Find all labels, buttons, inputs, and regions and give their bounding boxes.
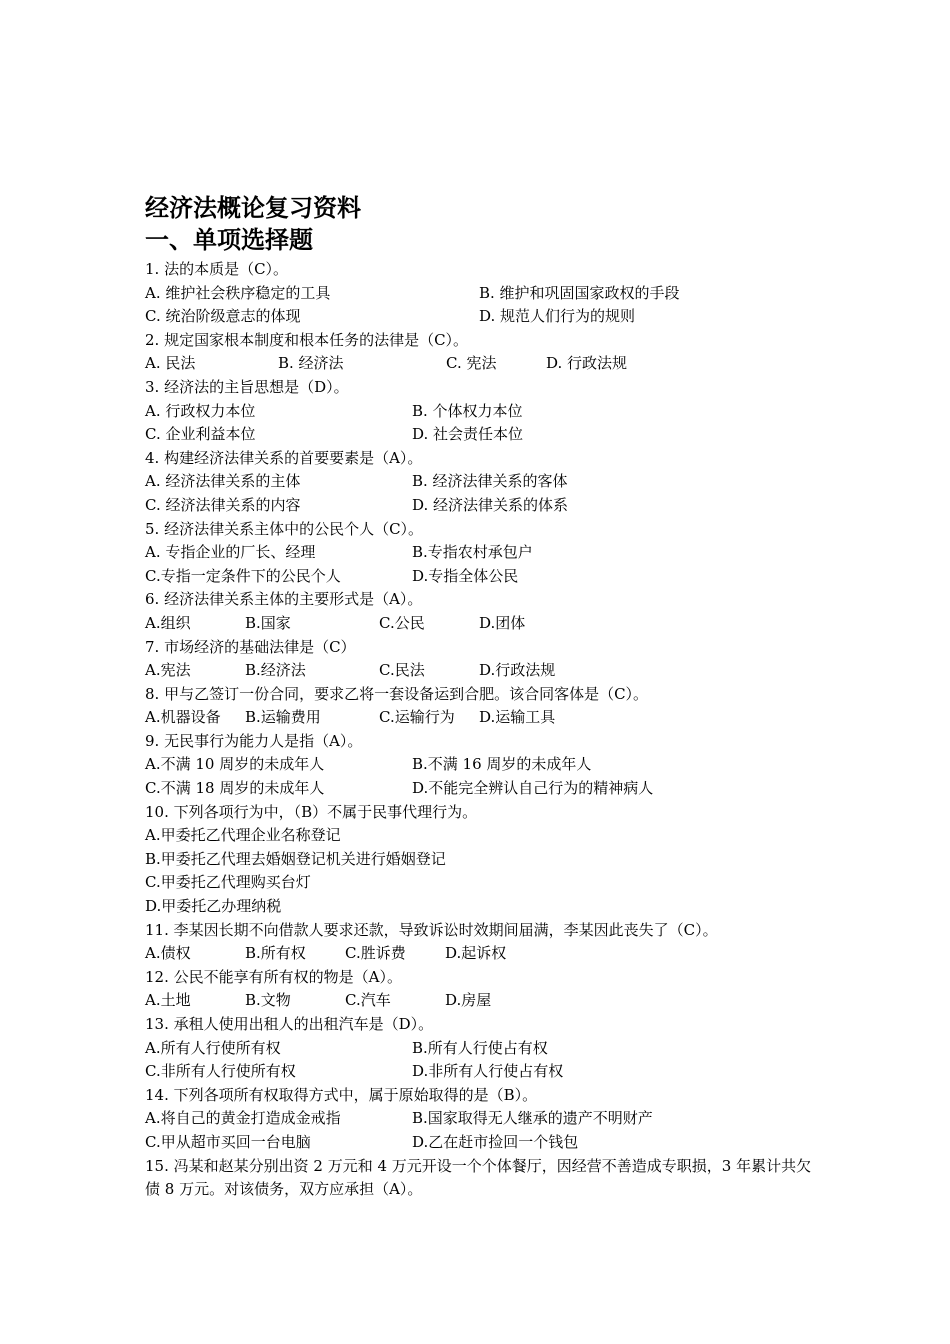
option-a: A. 维护社会秩序稳定的工具 — [145, 283, 331, 302]
option-d: D.专指全体公民 — [412, 566, 519, 585]
option-b: B.所有人行使占有权 — [412, 1038, 548, 1057]
question-8: 8. 甲与乙签订一份合同，要求乙将一套设备运到合肥。该合同客体是（C）。 — [145, 684, 649, 703]
option-b: B. 个体权力本位 — [412, 401, 523, 420]
option-d: D.团体 — [479, 613, 526, 632]
option-c: C.民法 — [379, 661, 425, 680]
option-b: B. 经济法 — [278, 354, 344, 373]
option-d: D.不能完全辨认自己行为的精神病人 — [412, 779, 654, 798]
option-a: A. 民法 — [145, 354, 196, 373]
option-d: D. 规范人们行为的规则 — [479, 307, 636, 326]
options-row — [145, 989, 825, 1013]
question-3: 3. 经济法的主旨思想是（D）。 — [145, 377, 349, 396]
options-row — [145, 942, 825, 966]
option-d: D.甲委托乙办理纳税 — [145, 897, 282, 916]
options-row — [145, 1060, 825, 1084]
question-15: 15. 冯某和赵某分别出资 2 万元和 4 万元开设一个个体餐厅，因经营不善造成专职损，3 年累计共欠债 8 万元。对该债务，双方应承担（A）。 — [145, 1156, 812, 1199]
question-2: 2. 规定国家根本制度和根本任务的法律是（C）。 — [145, 330, 469, 349]
option-a: A. 行政权力本位 — [145, 401, 256, 420]
document-title: 经济法概论复习资料 — [145, 194, 361, 222]
question-4: 4. 构建经济法律关系的首要要素是（A）。 — [145, 448, 423, 467]
option-a: A.甲委托乙代理企业名称登记 — [145, 826, 341, 845]
options-row — [145, 777, 825, 801]
option-c: C. 企业利益本位 — [145, 425, 256, 444]
options-row — [145, 659, 825, 683]
option-b: B.国家取得无人继承的遗产不明财产 — [412, 1109, 653, 1128]
option-b: B.运输费用 — [245, 708, 321, 727]
option-c: C.非所有人行使所有权 — [145, 1062, 296, 1081]
option-b: B.不满 16 周岁的未成年人 — [412, 755, 592, 774]
option-c: C. 统治阶级意志的体现 — [145, 307, 301, 326]
options-row — [145, 541, 825, 565]
option-c: C.甲从超市买回一台电脑 — [145, 1132, 311, 1151]
option-c: C. 经济法律关系的内容 — [145, 495, 301, 514]
option-a: A.组织 — [145, 613, 191, 632]
options-row — [145, 305, 825, 329]
option-b: B. 经济法律关系的客体 — [412, 472, 568, 491]
option-a: A.宪法 — [145, 661, 191, 680]
options-row — [145, 565, 825, 589]
option-c: C.不满 18 周岁的未成年人 — [145, 779, 325, 798]
options-row — [145, 494, 825, 518]
options-row — [145, 1037, 825, 1061]
question-7: 7. 市场经济的基础法律是（C） — [145, 637, 356, 656]
section-heading: 一、单项选择题 — [145, 226, 313, 254]
option-c: C.胜诉费 — [345, 944, 406, 963]
options-row — [145, 612, 825, 636]
question-11: 11. 李某因长期不向借款人要求还款，导致诉讼时效期间届满，李某因此丧失了（C）。 — [145, 920, 718, 939]
option-a: A.不满 10 周岁的未成年人 — [145, 755, 325, 774]
option-c: C.专指一定条件下的公民个人 — [145, 566, 341, 585]
document-page — [145, 192, 825, 1202]
option-d: D.非所有人行使占有权 — [412, 1062, 564, 1081]
option-c: C.汽车 — [345, 991, 391, 1010]
option-b: B. 维护和巩固国家政权的手段 — [479, 283, 680, 302]
question-1: 1. 法的本质是（C）。 — [145, 260, 289, 278]
question-6: 6. 经济法律关系主体的主要形式是（A）。 — [145, 590, 423, 609]
options-row — [145, 753, 825, 777]
options-row — [145, 470, 825, 494]
option-a: A.土地 — [145, 991, 191, 1010]
options-row — [145, 1131, 825, 1155]
question-5: 5. 经济法律关系主体中的公民个人（C）。 — [145, 519, 424, 538]
option-c: C.运输行为 — [379, 708, 455, 727]
option-d: D.起诉权 — [445, 944, 507, 963]
options-row — [145, 282, 825, 306]
option-b: B.经济法 — [245, 661, 306, 680]
option-c: C.甲委托乙代理购买台灯 — [145, 873, 311, 892]
question-14: 14. 下列各项所有权取得方式中，属于原始取得的是（B）。 — [145, 1085, 538, 1104]
option-a: A. 经济法律关系的主体 — [145, 472, 301, 491]
option-b: B.文物 — [245, 991, 291, 1010]
option-a: A.债权 — [145, 944, 191, 963]
option-b: B.甲委托乙代理去婚姻登记机关进行婚姻登记 — [145, 849, 446, 868]
question-12: 12. 公民不能享有所有权的物是（A）。 — [145, 967, 402, 986]
option-a: A.将自己的黄金打造成金戒指 — [145, 1109, 341, 1128]
option-d: D. 经济法律关系的体系 — [412, 495, 569, 514]
options-row — [145, 400, 825, 424]
option-b: B.国家 — [245, 613, 291, 632]
option-b: B.所有权 — [245, 944, 306, 963]
question-10: 10. 下列各项行为中，（B）不属于民事代理行为。 — [145, 802, 478, 821]
options-row — [145, 1107, 825, 1131]
question-13: 13. 承租人使用出租人的出租汽车是（D）。 — [145, 1015, 434, 1033]
option-d: D.行政法规 — [479, 661, 556, 680]
option-d: D.运输工具 — [479, 708, 556, 727]
option-c: C. 宪法 — [446, 354, 497, 373]
options-row — [145, 423, 825, 447]
option-d: D.房屋 — [445, 991, 492, 1010]
question-9: 9. 无民事行为能力人是指（A）。 — [145, 731, 363, 750]
option-d: D. 社会责任本位 — [412, 425, 524, 444]
option-d: D. 行政法规 — [546, 354, 628, 373]
option-a: A. 专指企业的厂长、经理 — [145, 543, 316, 562]
option-d: D.乙在赶市捡回一个钱包 — [412, 1132, 579, 1151]
option-a: A.所有人行使所有权 — [145, 1038, 281, 1057]
option-c: C.公民 — [379, 613, 425, 632]
options-row — [145, 352, 825, 376]
option-a: A.机器设备 — [145, 708, 221, 727]
options-row — [145, 706, 825, 730]
option-b: B.专指农村承包户 — [412, 543, 533, 562]
